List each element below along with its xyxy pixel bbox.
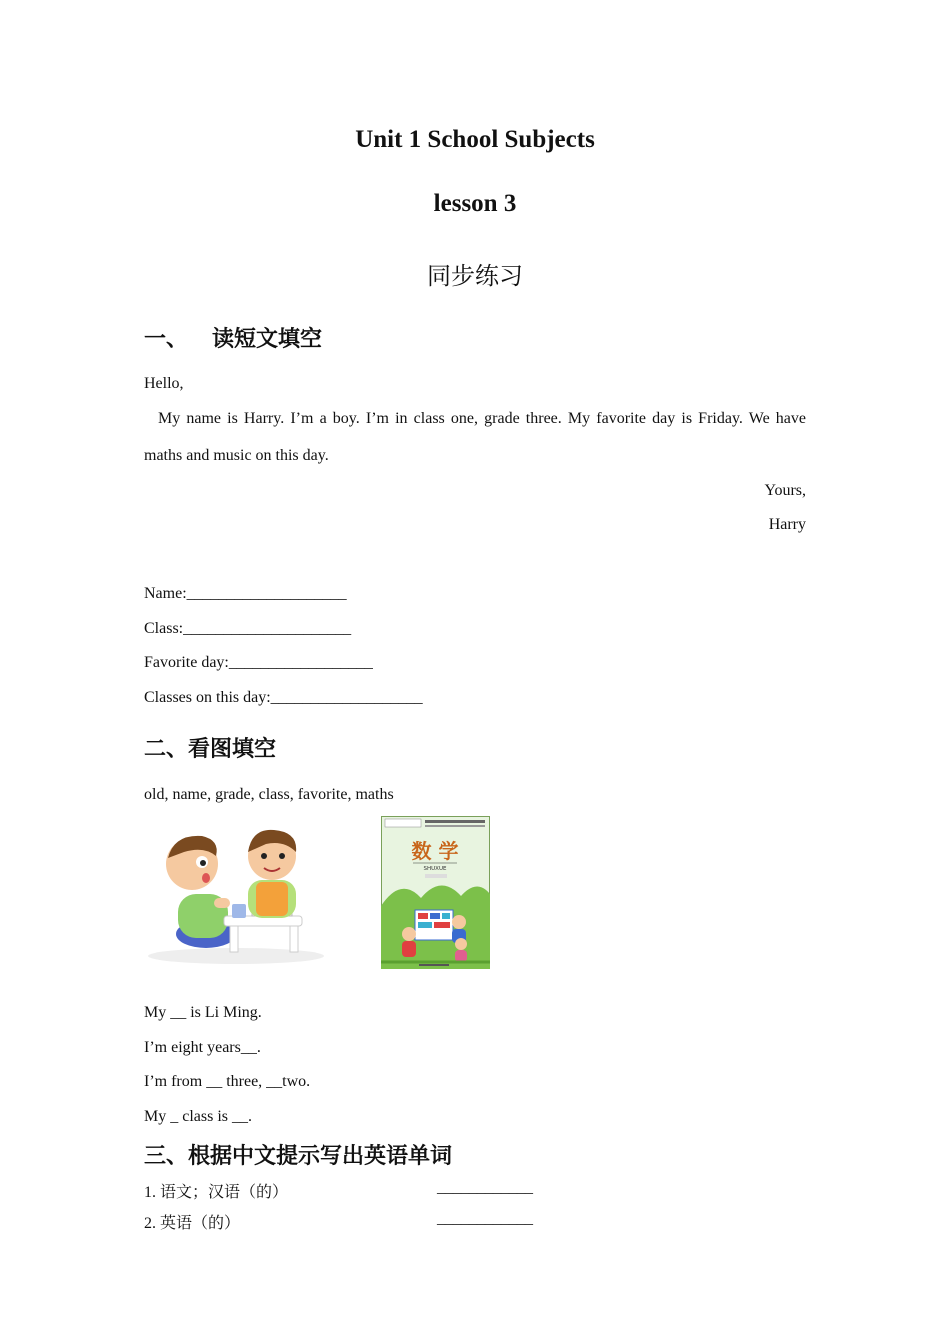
sentence-3: I’m from __ three, __two. [144, 1073, 311, 1090]
boys-table-illustration [144, 816, 328, 968]
classes-field[interactable]: Classes on this day:___________________ [144, 689, 423, 706]
favorite-day-field[interactable]: Favorite day:__________________ [144, 654, 373, 671]
sentence-2: I’m eight years__. [144, 1039, 261, 1056]
sentence-4: My _ class is __. [144, 1108, 252, 1125]
class-field[interactable]: Class:_____________________ [144, 620, 352, 637]
math-textbook-cover [381, 816, 490, 969]
sentence-1: My __ is Li Ming. [144, 1004, 262, 1021]
lesson-title: lesson 3 [433, 190, 517, 217]
page-title: Unit 1 School Subjects [355, 126, 595, 153]
section1-heading: 读短文填空 [212, 327, 323, 352]
practice-title: 同步练习 [427, 262, 523, 290]
vocab-blank-1[interactable]: ____________ [437, 1179, 533, 1196]
letter-body-line1: My name is Harry. I’m a boy. I’m in class one, grade three. My favorite day is Friday. We have [158, 410, 806, 427]
book-title: 数 学 [411, 839, 459, 863]
section3-heading: 三、根据中文提示写出英语单词 [144, 1144, 453, 1169]
vocab-blank-2[interactable]: ____________ [437, 1210, 533, 1227]
word-bank: old, name, grade, class, favorite, maths [144, 786, 394, 803]
name-field[interactable]: Name:____________________ [144, 585, 347, 602]
section1-number: 一、 [144, 327, 189, 352]
letter-body-line2: maths and music on this day. [144, 447, 329, 464]
book-pinyin: SHUXUE [423, 866, 447, 872]
vocab-prompt-2: 2. 英语（的） [144, 1215, 241, 1232]
section2-heading: 二、看图填空 [144, 737, 277, 762]
letter-closing: Yours, [764, 482, 806, 499]
vocab-prompt-1: 1. 语文；汉语（的） [144, 1184, 289, 1201]
letter-signature: Harry [768, 516, 806, 533]
letter-greeting: Hello, [144, 375, 184, 392]
